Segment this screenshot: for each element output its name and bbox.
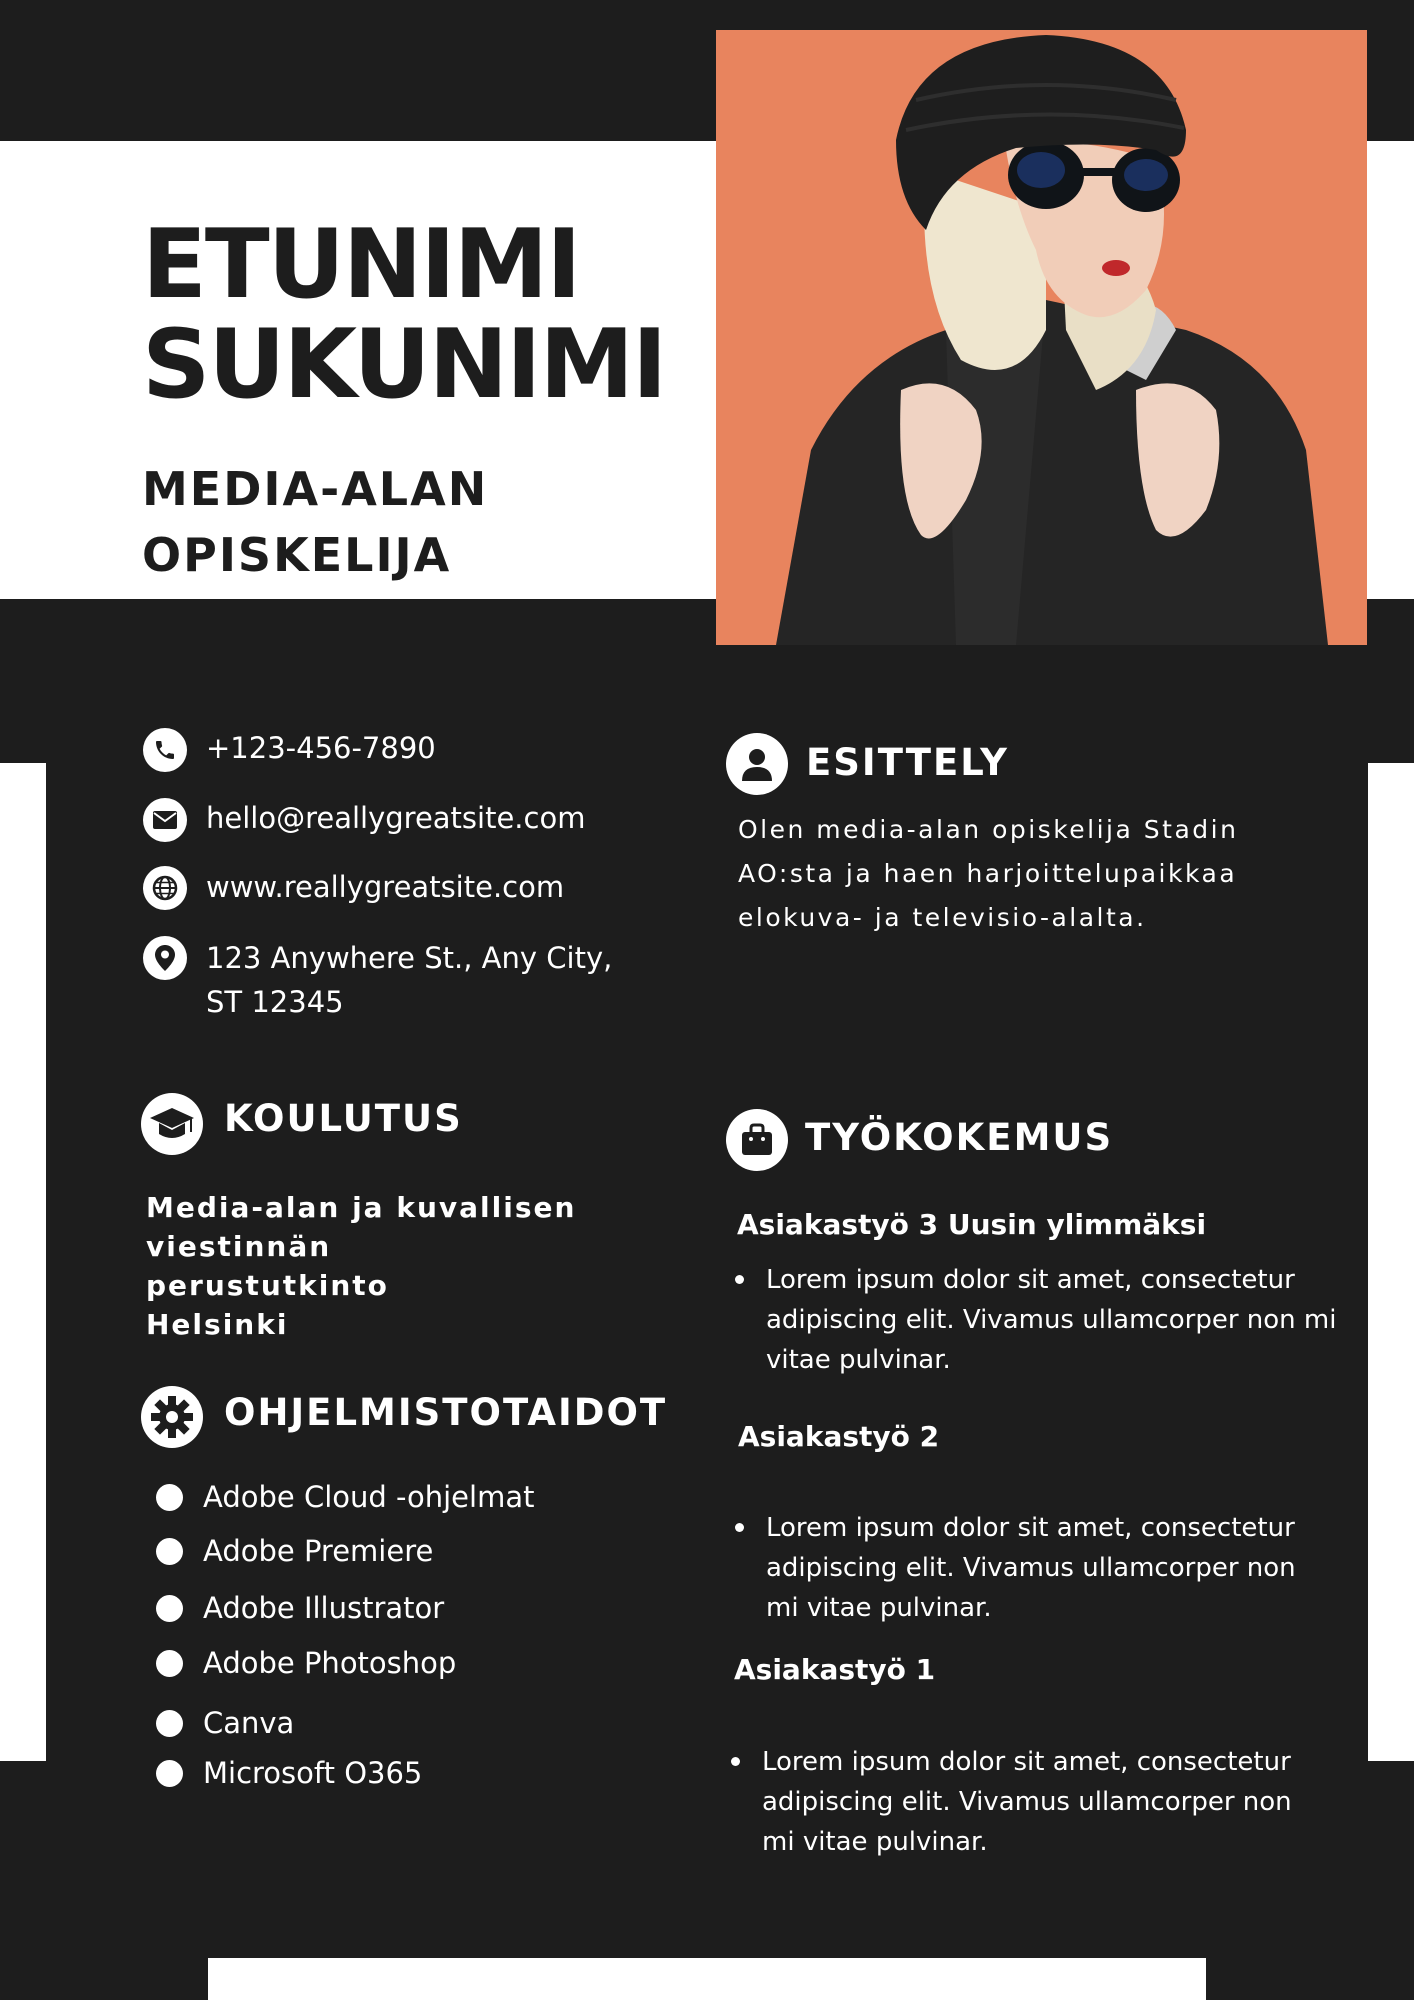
mail-icon — [143, 798, 187, 842]
skill-item — [156, 1534, 433, 1568]
address-line1: 123 Anywhere St., Any City, — [206, 941, 613, 975]
gear-icon — [141, 1386, 203, 1448]
right-side-bar — [1368, 763, 1414, 1761]
job-title-line1: MEDIA-ALAN — [142, 462, 489, 516]
bullet-dot — [156, 1484, 183, 1511]
intro-text: Olen media-alan opiskelija Stadin AO:sta ja haen harjoittelupaikkaa elokuva- ja televisio-alalta. — [738, 815, 1239, 932]
job-desc-line: Lorem ipsum dolor sit amet, consectetur — [766, 1513, 1295, 1543]
skill-label: Adobe Premiere — [203, 1534, 434, 1568]
last-name: SUKUNIMI — [142, 310, 666, 420]
globe-icon — [143, 866, 187, 910]
job-title: Asiakastyö 3 Uusin ylimmäksi — [737, 1208, 1207, 1241]
job-description — [766, 1260, 1336, 1380]
graduation-cap-icon — [141, 1093, 203, 1155]
job-desc-line: Lorem ipsum dolor sit amet, consectetur — [766, 1265, 1295, 1295]
skill-label: Microsoft O365 — [203, 1756, 423, 1790]
job-desc-line: vitae pulvinar. — [766, 1345, 951, 1375]
intro-heading: ESITTELY — [806, 741, 1009, 784]
profile-photo — [716, 30, 1367, 645]
bullet-dot — [156, 1710, 183, 1737]
bullet-dot — [735, 1275, 744, 1284]
bullet-dot — [156, 1595, 183, 1622]
education-line: Media-alan ja kuvallisen — [146, 1191, 577, 1224]
bullet-dot — [735, 1523, 744, 1532]
job-description — [766, 1508, 1296, 1628]
job-title: Asiakastyö 2 — [738, 1420, 940, 1453]
portrait-illustration — [716, 30, 1367, 645]
job-title: Asiakastyö 1 — [734, 1653, 936, 1686]
education-line: perustutkinto — [146, 1269, 389, 1302]
job-desc-line: mi vitae pulvinar. — [766, 1593, 992, 1623]
bullet-dot — [156, 1760, 183, 1787]
first-name: ETUNIMI — [142, 210, 580, 320]
skill-label: Canva — [203, 1706, 295, 1740]
skills-heading: OHJELMISTOTAIDOT — [224, 1391, 668, 1434]
job-desc-line: mi vitae pulvinar. — [762, 1827, 988, 1857]
skill-item — [156, 1591, 444, 1625]
job-desc-line: adipiscing elit. Vivamus ullamcorper non — [762, 1787, 1292, 1817]
user-icon — [726, 733, 788, 795]
phone-icon — [143, 728, 187, 772]
education-text — [146, 1188, 576, 1344]
skill-label: Adobe Illustrator — [203, 1591, 445, 1625]
left-side-bar — [0, 763, 46, 1761]
bullet-dot — [156, 1650, 183, 1677]
header-white-band-right — [1367, 141, 1414, 599]
location-pin-icon — [143, 936, 187, 980]
skill-item — [156, 1756, 422, 1790]
full-name — [142, 210, 666, 420]
job-title — [142, 456, 488, 588]
bullet-dot — [731, 1757, 740, 1766]
skill-item — [156, 1706, 294, 1740]
contact-address — [206, 936, 612, 1024]
education-line: Helsinki — [146, 1308, 289, 1341]
contact-website[interactable]: www.reallygreatsite.com — [206, 870, 565, 904]
briefcase-icon — [726, 1109, 788, 1171]
contact-phone: +123-456-7890 — [206, 731, 436, 765]
job-title-line2: OPISKELIJA — [142, 528, 452, 582]
job-desc-line: Lorem ipsum dolor sit amet, consectetur — [762, 1747, 1291, 1777]
bullet-dot — [156, 1538, 183, 1565]
job-desc-line: adipiscing elit. Vivamus ullamcorper non — [766, 1553, 1296, 1583]
education-heading: KOULUTUS — [224, 1097, 463, 1140]
experience-heading: TYÖKOKEMUS — [805, 1116, 1114, 1159]
skill-label: Adobe Photoshop — [203, 1646, 457, 1680]
skill-item — [156, 1646, 456, 1680]
skill-item — [156, 1480, 534, 1514]
job-description — [762, 1742, 1292, 1862]
job-desc-line: adipiscing elit. Vivamus ullamcorper non mi — [766, 1305, 1337, 1335]
contact-email[interactable]: hello@reallygreatsite.com — [206, 801, 586, 835]
address-line2: ST 12345 — [206, 985, 344, 1019]
skill-label: Adobe Cloud -ohjelmat — [203, 1480, 535, 1514]
education-line: viestinnän — [146, 1230, 332, 1263]
bottom-white-bar — [208, 1958, 1206, 2000]
